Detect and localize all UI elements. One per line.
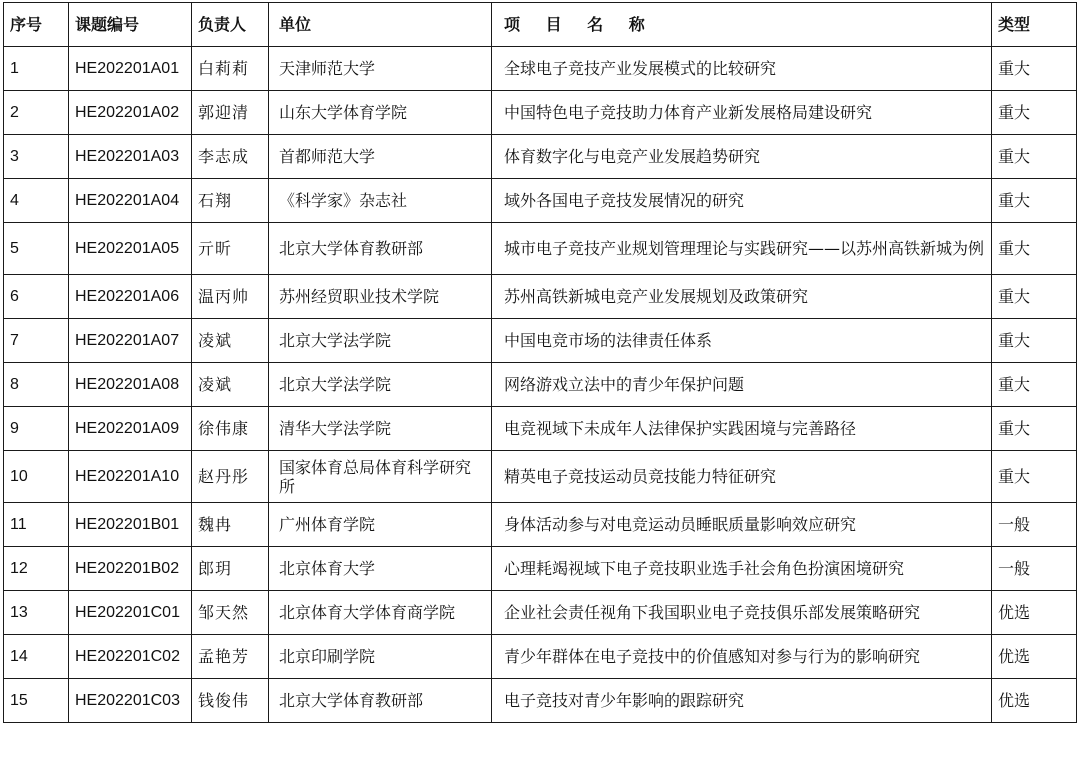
cell-unit: 天津师范大学 xyxy=(269,47,492,91)
table-row xyxy=(4,223,1077,275)
cell-project-name: 苏州高铁新城电竞产业发展规划及政策研究 xyxy=(492,275,992,319)
cell-code: HE202201B02 xyxy=(69,547,192,591)
cell-owner: 魏冉 xyxy=(192,503,269,547)
cell-owner: 李志成 xyxy=(192,135,269,179)
cell-code: HE202201C01 xyxy=(69,591,192,635)
cell-unit: 北京印刷学院 xyxy=(269,635,492,679)
table-row xyxy=(4,135,1077,179)
cell-unit: 北京体育大学 xyxy=(269,547,492,591)
table-row xyxy=(4,503,1077,547)
cell-code: HE202201B01 xyxy=(69,503,192,547)
cell-code: HE202201A03 xyxy=(69,135,192,179)
cell-code: HE202201A08 xyxy=(69,363,192,407)
cell-code: HE202201C02 xyxy=(69,635,192,679)
cell-no: 13 xyxy=(4,591,69,635)
cell-type: 重大 xyxy=(992,319,1077,363)
cell-project-name: 精英电子竞技运动员竞技能力特征研究 xyxy=(492,451,992,503)
cell-type: 重大 xyxy=(992,135,1077,179)
cell-no: 12 xyxy=(4,547,69,591)
table-row xyxy=(4,451,1077,503)
table-header xyxy=(4,3,1077,47)
header-type: 类型 xyxy=(992,3,1077,47)
cell-no: 14 xyxy=(4,635,69,679)
cell-code: HE202201A06 xyxy=(69,275,192,319)
header-unit: 单位 xyxy=(269,3,492,47)
cell-owner: 凌斌 xyxy=(192,319,269,363)
header-owner: 负责人 xyxy=(192,3,269,47)
table-row xyxy=(4,679,1077,723)
table-row xyxy=(4,591,1077,635)
cell-project-name: 心理耗竭视域下电子竞技职业选手社会角色扮演困境研究 xyxy=(492,547,992,591)
cell-no: 6 xyxy=(4,275,69,319)
cell-type: 重大 xyxy=(992,179,1077,223)
cell-owner: 石翔 xyxy=(192,179,269,223)
cell-code: HE202201A09 xyxy=(69,407,192,451)
cell-unit: 北京大学法学院 xyxy=(269,319,492,363)
cell-code: HE202201A02 xyxy=(69,91,192,135)
cell-code: HE202201A01 xyxy=(69,47,192,91)
cell-project-name: 中国特色电子竞技助力体育产业新发展格局建设研究 xyxy=(492,91,992,135)
cell-type: 重大 xyxy=(992,363,1077,407)
project-table xyxy=(3,2,1077,723)
cell-owner: 亓昕 xyxy=(192,223,269,275)
cell-unit: 清华大学法学院 xyxy=(269,407,492,451)
cell-no: 7 xyxy=(4,319,69,363)
cell-type: 重大 xyxy=(992,451,1077,503)
header-row xyxy=(4,3,1077,47)
cell-unit: 北京大学体育教研部 xyxy=(269,223,492,275)
cell-unit: 广州体育学院 xyxy=(269,503,492,547)
cell-type: 重大 xyxy=(992,275,1077,319)
cell-type: 重大 xyxy=(992,91,1077,135)
cell-type: 优选 xyxy=(992,591,1077,635)
cell-owner: 孟艳芳 xyxy=(192,635,269,679)
table-row xyxy=(4,91,1077,135)
cell-owner: 钱俊伟 xyxy=(192,679,269,723)
cell-no: 3 xyxy=(4,135,69,179)
cell-owner: 邹天然 xyxy=(192,591,269,635)
cell-owner: 白莉莉 xyxy=(192,47,269,91)
cell-project-name: 电竞视域下未成年人法律保护实践困境与完善路径 xyxy=(492,407,992,451)
cell-project-name: 域外各国电子竞技发展情况的研究 xyxy=(492,179,992,223)
cell-owner: 徐伟康 xyxy=(192,407,269,451)
cell-project-name: 城市电子竞技产业规划管理理论与实践研究——以苏州高铁新城为例 xyxy=(492,223,992,275)
cell-owner: 郭迎清 xyxy=(192,91,269,135)
table-row xyxy=(4,319,1077,363)
cell-project-name: 网络游戏立法中的青少年保护问题 xyxy=(492,363,992,407)
cell-unit: 北京体育大学体育商学院 xyxy=(269,591,492,635)
table-row xyxy=(4,47,1077,91)
cell-no: 1 xyxy=(4,47,69,91)
cell-no: 8 xyxy=(4,363,69,407)
cell-unit: 《科学家》杂志社 xyxy=(269,179,492,223)
cell-owner: 赵丹彤 xyxy=(192,451,269,503)
cell-unit: 首都师范大学 xyxy=(269,135,492,179)
cell-project-name: 体育数字化与电竞产业发展趋势研究 xyxy=(492,135,992,179)
cell-code: HE202201A07 xyxy=(69,319,192,363)
cell-code: HE202201A04 xyxy=(69,179,192,223)
cell-no: 5 xyxy=(4,223,69,275)
cell-code: HE202201A05 xyxy=(69,223,192,275)
table-row xyxy=(4,547,1077,591)
cell-project-name: 电子竞技对青少年影响的跟踪研究 xyxy=(492,679,992,723)
table-row xyxy=(4,179,1077,223)
header-project-name: 项 目 名 称 xyxy=(492,3,992,47)
table-row xyxy=(4,407,1077,451)
cell-project-name: 中国电竞市场的法律责任体系 xyxy=(492,319,992,363)
project-table-container xyxy=(3,2,1077,723)
cell-project-name: 青少年群体在电子竞技中的价值感知对参与行为的影响研究 xyxy=(492,635,992,679)
table-row xyxy=(4,275,1077,319)
cell-project-name: 全球电子竞技产业发展模式的比较研究 xyxy=(492,47,992,91)
cell-type: 重大 xyxy=(992,47,1077,91)
cell-type: 一般 xyxy=(992,503,1077,547)
cell-no: 11 xyxy=(4,503,69,547)
cell-type: 优选 xyxy=(992,635,1077,679)
cell-no: 10 xyxy=(4,451,69,503)
cell-type: 重大 xyxy=(992,223,1077,275)
cell-project-name: 身体活动参与对电竞运动员睡眠质量影响效应研究 xyxy=(492,503,992,547)
header-code: 课题编号 xyxy=(69,3,192,47)
cell-no: 9 xyxy=(4,407,69,451)
cell-project-name: 企业社会责任视角下我国职业电子竞技俱乐部发展策略研究 xyxy=(492,591,992,635)
cell-no: 2 xyxy=(4,91,69,135)
header-no: 序号 xyxy=(4,3,69,47)
table-body xyxy=(4,47,1077,723)
table-row xyxy=(4,635,1077,679)
cell-no: 4 xyxy=(4,179,69,223)
cell-code: HE202201C03 xyxy=(69,679,192,723)
cell-type: 优选 xyxy=(992,679,1077,723)
cell-unit: 山东大学体育学院 xyxy=(269,91,492,135)
cell-owner: 凌斌 xyxy=(192,363,269,407)
cell-unit: 国家体育总局体育科学研究所 xyxy=(269,451,492,503)
cell-type: 重大 xyxy=(992,407,1077,451)
cell-no: 15 xyxy=(4,679,69,723)
cell-code: HE202201A10 xyxy=(69,451,192,503)
cell-owner: 温丙帅 xyxy=(192,275,269,319)
cell-type: 一般 xyxy=(992,547,1077,591)
cell-unit: 北京大学体育教研部 xyxy=(269,679,492,723)
cell-owner: 郎玥 xyxy=(192,547,269,591)
cell-unit: 北京大学法学院 xyxy=(269,363,492,407)
table-row xyxy=(4,363,1077,407)
cell-unit: 苏州经贸职业技术学院 xyxy=(269,275,492,319)
